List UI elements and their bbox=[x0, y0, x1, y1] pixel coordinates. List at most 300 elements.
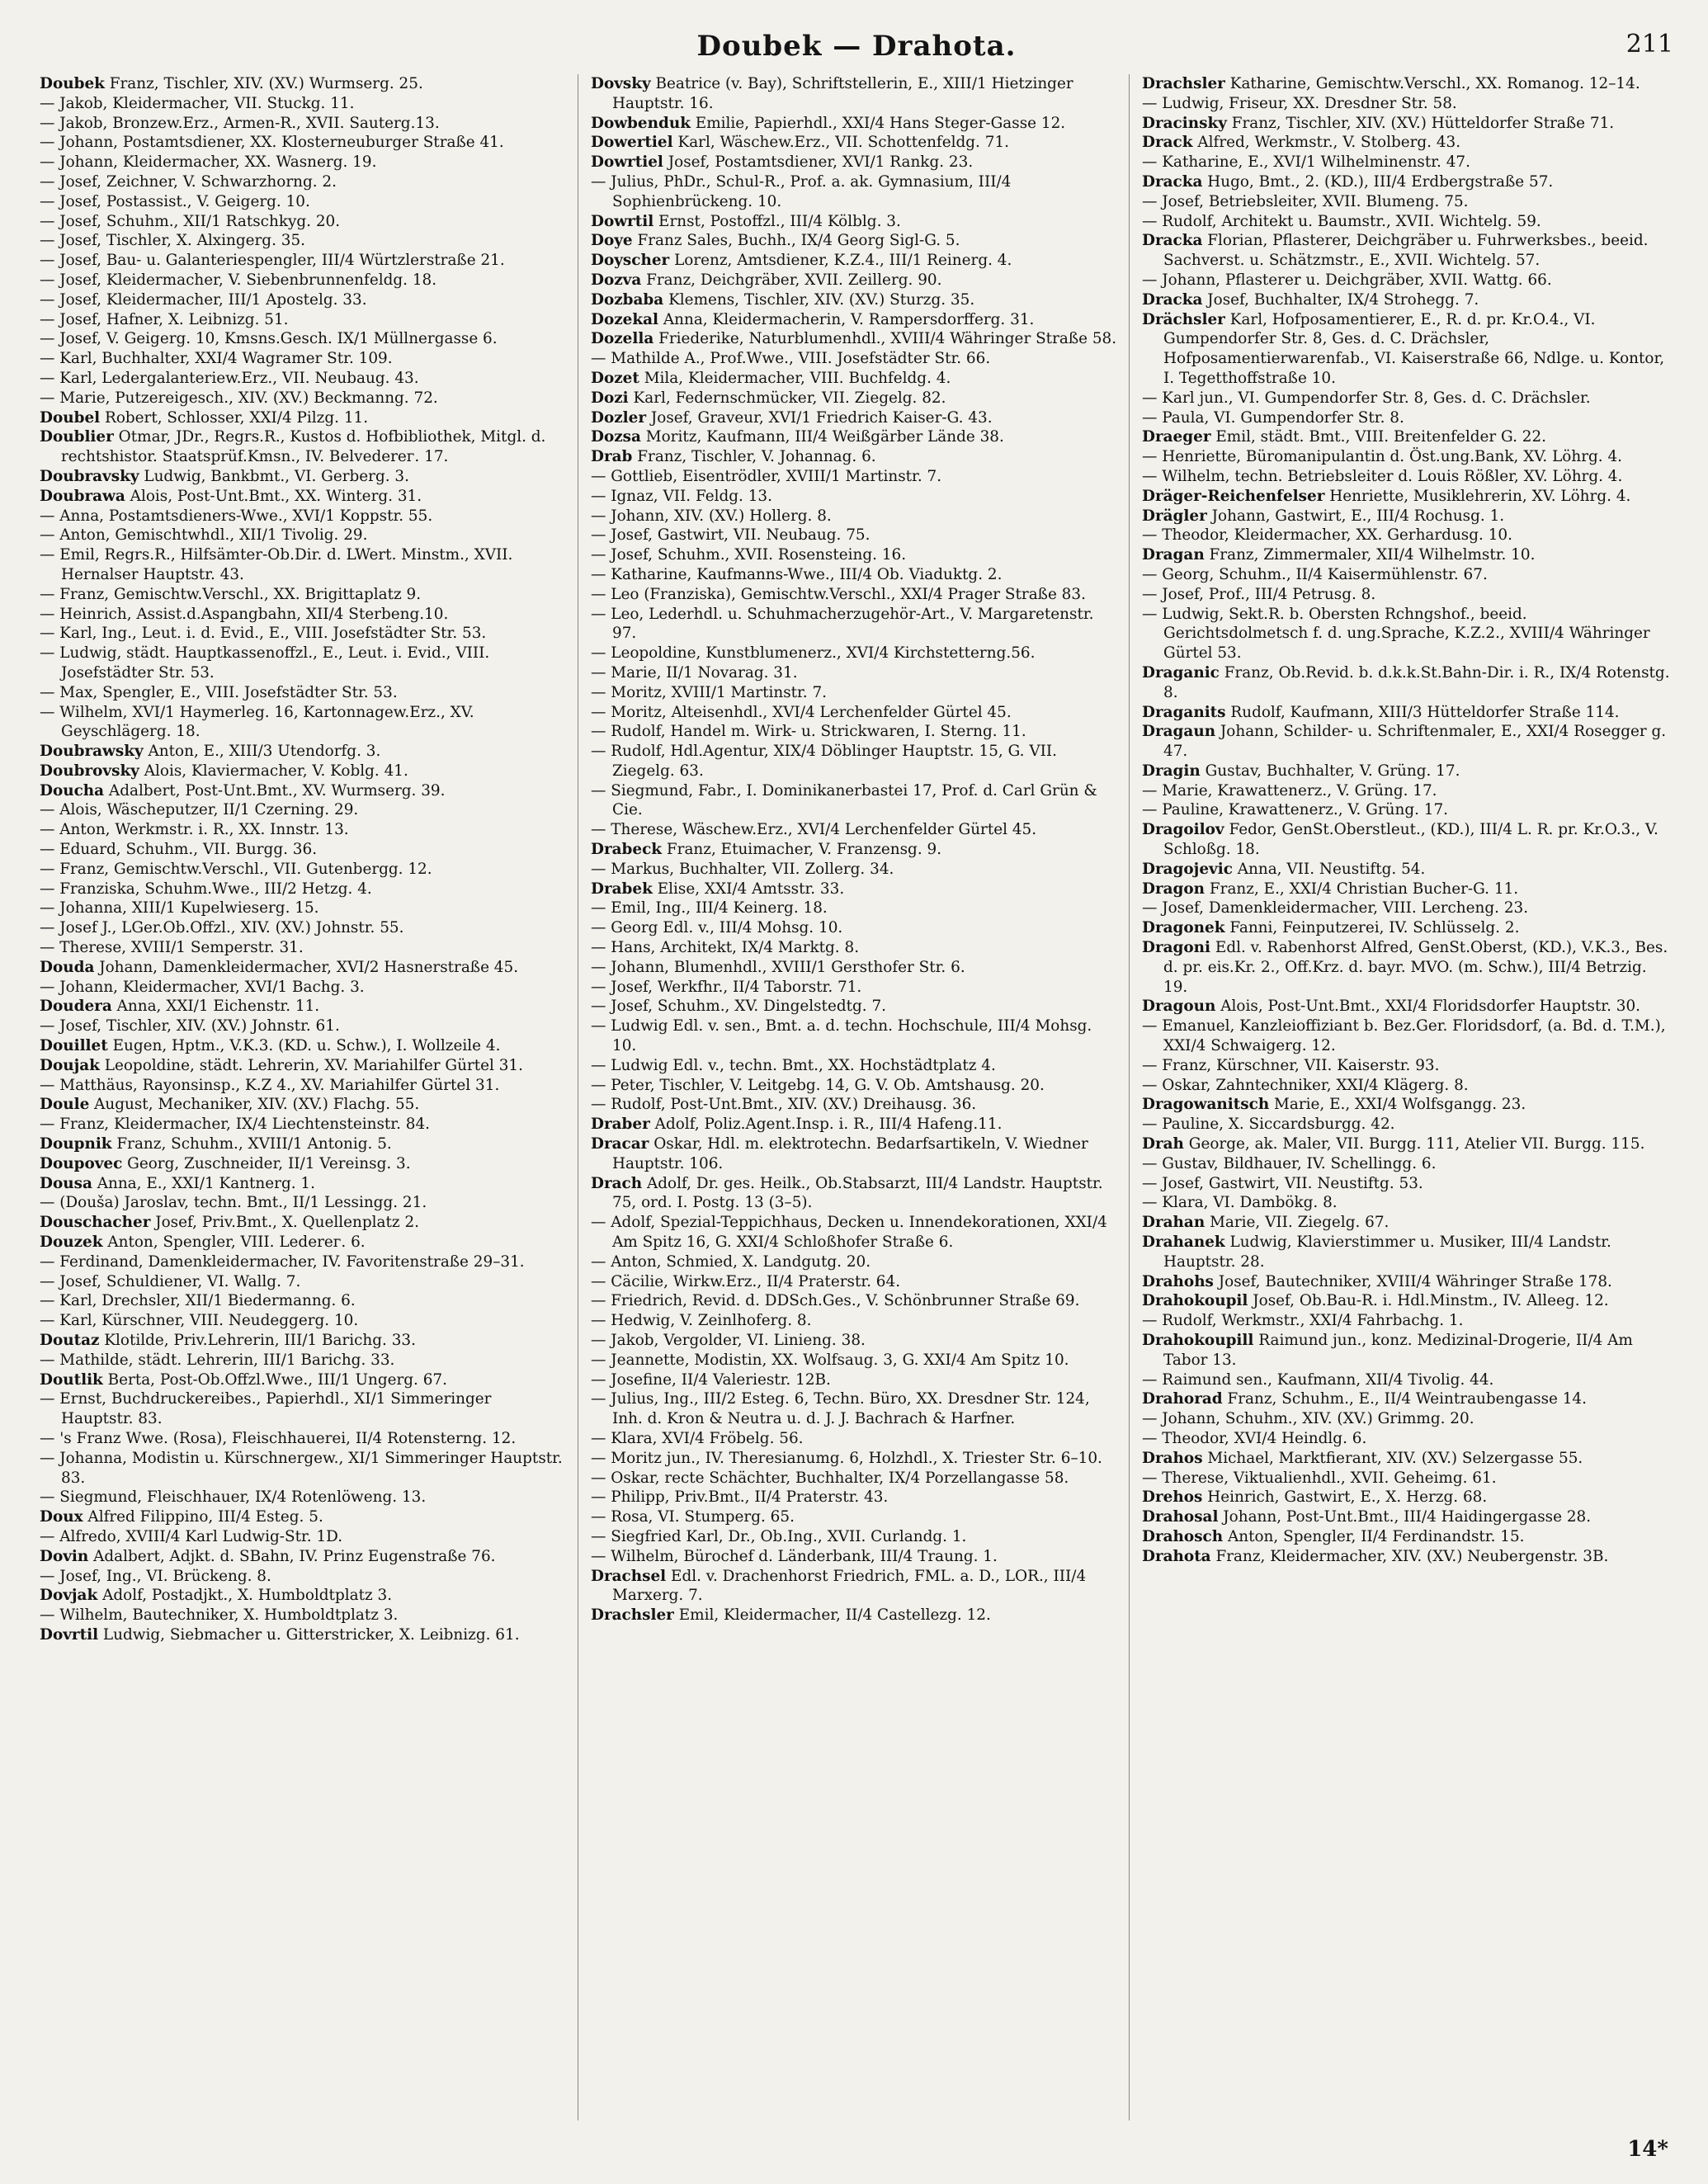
directory-entry bbox=[1142, 545, 1670, 565]
entry-details: — Philipp, Priv.Bmt., II/4 Praterstr. 43. bbox=[591, 1488, 889, 1507]
page-header bbox=[40, 30, 1673, 71]
directory-entry bbox=[40, 860, 568, 880]
directory-entry bbox=[591, 703, 1119, 723]
directory-entry bbox=[1142, 133, 1670, 153]
entry-details: — Anton, Gemischtwhdl., XII/1 Tivolig. 29. bbox=[40, 526, 368, 545]
directory-entry bbox=[40, 507, 568, 526]
directory-entry bbox=[40, 1193, 568, 1213]
directory-entry bbox=[40, 153, 568, 172]
entry-details: — Marie, II/1 Novarag. 31. bbox=[591, 663, 798, 682]
entry-details: — Karl, Ledergalanteriew.Erz., VII. Neubaug. 43. bbox=[40, 369, 419, 387]
directory-entry bbox=[591, 1174, 1119, 1214]
entry-surname: Dowbenduk bbox=[591, 114, 691, 132]
directory-entry bbox=[591, 172, 1119, 212]
entry-details: Gustav, Buchhalter, V. Grüng. 17. bbox=[1200, 762, 1460, 780]
entry-details: — Karl, Drechsler, XII/1 Biedermanng. 6. bbox=[40, 1292, 356, 1310]
entry-details: Franz, Deichgräber, XVII. Zeillerg. 90. bbox=[641, 271, 942, 289]
entry-details: — Josef, Damenkleidermacher, VIII. Lercheng. 23. bbox=[1142, 899, 1529, 917]
directory-entry bbox=[40, 369, 568, 389]
directory-entry bbox=[40, 781, 568, 801]
directory-entry bbox=[1142, 1095, 1670, 1115]
directory-entry bbox=[40, 192, 568, 212]
directory-entry bbox=[40, 389, 568, 408]
entry-details: — Franz, Gemischtw.Verschl., XX. Brigittaplatz 9. bbox=[40, 585, 422, 603]
entry-details: Berta, Post-Ob.Offzl.Wwe., III/1 Ungerg. 67. bbox=[102, 1370, 447, 1389]
entry-details: — Anton, Schmied, X. Landgutg. 20. bbox=[591, 1252, 871, 1271]
entry-details: — Rudolf, Werkmstr., XXI/4 Fahrbachg. 1. bbox=[1142, 1312, 1464, 1330]
directory-entry bbox=[1142, 860, 1670, 880]
entry-details: — Klara, XVI/4 Fröbelg. 56. bbox=[591, 1429, 804, 1447]
entry-details: Henriette, Musiklehrerin, XV. Löhrg. 4. bbox=[1324, 487, 1631, 505]
entry-details: Rudolf, Kaufmann, XIII/3 Hütteldorfer Straße 114. bbox=[1225, 703, 1620, 721]
entry-details: — Emil, Ing., III/4 Keinerg. 18. bbox=[591, 899, 828, 917]
directory-entry bbox=[591, 467, 1119, 487]
directory-entry bbox=[40, 1056, 568, 1076]
entry-details: Franz Sales, Buchh., IX/4 Georg Sigl-G. 5. bbox=[632, 232, 960, 250]
entry-details: — Johann, XIV. (XV.) Hollerg. 8. bbox=[591, 507, 832, 525]
directory-entry bbox=[1142, 172, 1670, 192]
entry-details: Adolf, Poliz.Agent.Insp. i. R., III/4 Hafeng.11. bbox=[649, 1116, 1003, 1134]
directory-entry bbox=[591, 1351, 1119, 1370]
directory-entry bbox=[591, 1527, 1119, 1547]
entry-details: — Max, Spengler, E., VIII. Josefstädter Str. 53. bbox=[40, 683, 398, 701]
entry-details: — Siegmund, Fleischhauer, IX/4 Rotenlöweng. 13. bbox=[40, 1488, 427, 1507]
directory-entry bbox=[591, 310, 1119, 330]
directory-entry bbox=[591, 1449, 1119, 1469]
entry-details: — Josef, Kleidermacher, III/1 Apostelg. 33. bbox=[40, 290, 367, 309]
entry-surname: Dowrtil bbox=[591, 212, 654, 230]
directory-entry bbox=[591, 958, 1119, 978]
entry-details: — 's Franz Wwe. (Rosa), Fleischhauerei, II/4 Rotensterng. 12. bbox=[40, 1429, 517, 1447]
entry-surname: Draber bbox=[591, 1116, 650, 1134]
directory-entry bbox=[1142, 192, 1670, 212]
directory-entry bbox=[591, 290, 1119, 310]
directory-entry bbox=[40, 290, 568, 310]
directory-entry bbox=[591, 1017, 1119, 1056]
directory-entry bbox=[40, 1134, 568, 1154]
entry-details: — Georg Edl. v., III/4 Mohsg. 10. bbox=[591, 919, 843, 937]
entry-details: — Anton, Werkmstr. i. R., XX. Innstr. 13. bbox=[40, 821, 349, 839]
entry-details: Otmar, JDr., Regrs.R., Kustos d. Hofbibliothek, Mitgl. d. rechtshistor. Staatsprüf.Kmsn., IV. Belvederег. 17. bbox=[61, 428, 546, 466]
entry-details: — Siegmund, Fabr., I. Dominikanerbastei 17, Prof. d. Carl Grün & Cie. bbox=[591, 781, 1097, 819]
directory-entry bbox=[591, 1272, 1119, 1292]
directory-entry bbox=[591, 271, 1119, 290]
directory-entry bbox=[1142, 1291, 1670, 1311]
entry-details: Franz, Zimmermaler, XII/4 Wilhelmstr. 10. bbox=[1204, 546, 1536, 564]
entry-details: — Raimund sen., Kaufmann, XII/4 Tivolig. 44. bbox=[1142, 1370, 1494, 1389]
entry-details: — Josef, Bau- u. Galanteriespengler, III/4 Würtzlerstraße 21. bbox=[40, 252, 505, 270]
entry-details: — Karl, Kürschner, VIII. Neudeggerg. 10. bbox=[40, 1312, 359, 1330]
entry-surname: Dracka bbox=[1142, 290, 1203, 309]
directory-entry bbox=[1142, 565, 1670, 585]
entry-surname: Doujak bbox=[40, 1056, 100, 1074]
directory-entry bbox=[40, 349, 568, 369]
directory-entry bbox=[40, 133, 568, 153]
directory-entry bbox=[40, 762, 568, 781]
directory-entry bbox=[40, 427, 568, 467]
directory-entry bbox=[1142, 722, 1670, 762]
entry-surname: Drahan bbox=[1142, 1214, 1206, 1232]
entry-details: Anna, XXI/1 Eichenstr. 11. bbox=[111, 998, 320, 1016]
directory-entry bbox=[40, 585, 568, 605]
directory-entry bbox=[40, 1567, 568, 1587]
directory-entry bbox=[591, 447, 1119, 467]
directory-entry bbox=[40, 94, 568, 114]
entry-details: Ernst, Postoffzl., III/4 Kölblg. 3. bbox=[653, 212, 901, 230]
directory-entry bbox=[591, 1389, 1119, 1429]
directory-entry bbox=[1142, 94, 1670, 114]
directory-entry bbox=[40, 74, 568, 94]
directory-entry bbox=[1142, 1272, 1670, 1292]
directory-entry bbox=[1142, 1134, 1670, 1154]
entry-surname: Drahohs bbox=[1142, 1272, 1214, 1290]
entry-details: — Josef, Hafner, X. Leibnizg. 51. bbox=[40, 310, 289, 328]
entry-details: Josef, Priv.Bmt., X. Quellenplatz 2. bbox=[150, 1214, 419, 1232]
directory-entry bbox=[1142, 487, 1670, 507]
directory-entry bbox=[1142, 880, 1670, 899]
entry-details: — (Douša) Jaroslav, techn. Bmt., II/1 Lessingg. 21. bbox=[40, 1194, 427, 1212]
directory-entry bbox=[591, 1056, 1119, 1076]
entry-details: — Ludwig Edl. v., techn. Bmt., XX. Hochstädtplatz 4. bbox=[591, 1056, 996, 1074]
entry-surname: Dozsa bbox=[591, 428, 641, 446]
columns bbox=[40, 74, 1673, 2120]
entry-surname: Drachsler bbox=[1142, 75, 1225, 92]
entry-details: — Emanuel, Kanzleioffiziant b. Bez.Ger. Floridsdorf, (a. Bd. d. T.M.), XXI/4 Schwaigerg. 12. bbox=[1142, 1017, 1666, 1055]
directory-entry bbox=[591, 545, 1119, 565]
entry-details: — Johann, Blumenhdl., XVIII/1 Gersthofer Str. 6. bbox=[591, 958, 965, 976]
entry-details: — Franz, Kürschner, VII. Kaiserstr. 93. bbox=[1142, 1056, 1440, 1074]
entry-details: Josef, Postamtsdiener, XVI/1 Rankg. 23. bbox=[663, 153, 974, 172]
directory-entry bbox=[1142, 1017, 1670, 1056]
directory-entry bbox=[40, 526, 568, 545]
entry-surname: Doule bbox=[40, 1096, 90, 1114]
directory-entry bbox=[40, 408, 568, 428]
entry-surname: Dousa bbox=[40, 1174, 92, 1192]
entry-details: — Katharine, E., XVI/1 Wilhelminenstr. 47. bbox=[1142, 153, 1470, 172]
entry-details: Katharine, Gemischtw.Verschl., XX. Romanog. 12–14. bbox=[1224, 75, 1640, 92]
directory-entry bbox=[40, 1272, 568, 1292]
entry-surname: Drahokoupill bbox=[1142, 1332, 1254, 1349]
directory-entry bbox=[1142, 918, 1670, 938]
entry-surname: Dozva bbox=[591, 271, 642, 289]
column-3 bbox=[1142, 74, 1670, 2120]
entry-surname: Doubrawsky bbox=[40, 743, 144, 761]
directory-entry bbox=[40, 624, 568, 644]
entry-details: — Josef, V. Geigerg. 10, Kmsns.Gesch. IX/1 Müllnergasse 6. bbox=[40, 330, 498, 348]
entry-details: — Klara, VI. Dambökg. 8. bbox=[1142, 1194, 1338, 1212]
entry-details: Adalbert, Adjkt. d. SBahn, IV. Prinz Eugenstraße 76. bbox=[88, 1547, 496, 1565]
entry-details: Moritz, Kaufmann, III/4 Weißgärber Lände 38. bbox=[640, 428, 1004, 446]
entry-details: Emilie, Papierhdl., XXI/4 Hans Steger-Gasse 12. bbox=[690, 114, 1066, 132]
entry-details: Anna, E., XXI/1 Kantnerg. 1. bbox=[92, 1174, 315, 1192]
entry-details: Michael, Marktfierant, XIV. (XV.) Selzergasse 55. bbox=[1202, 1449, 1583, 1467]
directory-entry bbox=[40, 1606, 568, 1625]
directory-entry bbox=[591, 74, 1119, 114]
directory-entry bbox=[1142, 762, 1670, 781]
entry-details: Klotilde, Priv.Lehrerin, III/1 Barichg. 33. bbox=[99, 1332, 416, 1349]
entry-details: — Josef, Ing., VI. Brückeng. 8. bbox=[40, 1567, 271, 1585]
entry-surname: Dragonek bbox=[1142, 919, 1225, 937]
directory-entry bbox=[1142, 1331, 1670, 1370]
directory-entry bbox=[40, 644, 568, 683]
directory-entry bbox=[591, 938, 1119, 958]
entry-surname: Draeger bbox=[1142, 428, 1211, 446]
entry-details: — Wilhelm, Bürochef d. Länderbank, III/4 Traung. 1. bbox=[591, 1547, 998, 1565]
directory-entry bbox=[1142, 74, 1670, 94]
entry-surname: Doudera bbox=[40, 998, 112, 1016]
directory-entry bbox=[40, 1586, 568, 1606]
directory-entry bbox=[40, 1429, 568, 1449]
entry-surname: Dragaun bbox=[1142, 723, 1216, 741]
directory-entry bbox=[40, 545, 568, 585]
entry-details: Anton, E., XIII/3 Utendorfg. 3. bbox=[143, 743, 381, 761]
entry-details: Karl, Federnschmücker, VII. Ziegelg. 82. bbox=[628, 389, 946, 407]
directory-entry bbox=[1142, 1233, 1670, 1272]
directory-entry bbox=[40, 251, 568, 271]
entry-details: — Franz, Kleidermacher, IX/4 Liechtensteinstr. 84. bbox=[40, 1116, 431, 1134]
entry-details: — Franz, Gemischtw.Verschl., VII. Gutenbergg. 12. bbox=[40, 860, 432, 878]
entry-details: Klemens, Tischler, XIV. (XV.) Sturzg. 35. bbox=[663, 290, 975, 309]
directory-entry bbox=[40, 880, 568, 899]
directory-entry bbox=[591, 1370, 1119, 1390]
directory-entry bbox=[1142, 507, 1670, 526]
entry-details: Ludwig, Siebmacher u. Gitterstricker, X. Leibnizg. 61. bbox=[98, 1625, 520, 1644]
entry-surname: Dragoun bbox=[1142, 998, 1216, 1016]
directory-entry bbox=[40, 1115, 568, 1134]
entry-surname: Drahosch bbox=[1142, 1527, 1224, 1545]
directory-entry bbox=[40, 1351, 568, 1370]
directory-entry bbox=[40, 1233, 568, 1252]
directory-entry bbox=[591, 427, 1119, 447]
entry-details: Marie, E., XXI/4 Wolfsgangg. 23. bbox=[1269, 1096, 1526, 1114]
entry-details: — Leo (Franziska), Gemischtw.Verschl., XXI/4 Prager Straße 83. bbox=[591, 585, 1086, 603]
directory-entry bbox=[1142, 153, 1670, 172]
directory-entry bbox=[40, 1449, 568, 1488]
entry-details: — Theodor, XVI/4 Heindlg. 6. bbox=[1142, 1429, 1367, 1447]
entry-details: — Katharine, Kaufmanns-Wwe., III/4 Ob. Viaduktg. 2. bbox=[591, 565, 1003, 583]
directory-entry bbox=[591, 1134, 1119, 1174]
directory-entry bbox=[1142, 271, 1670, 290]
directory-entry bbox=[1142, 1370, 1670, 1390]
entry-details: — Leo, Lederhdl. u. Schuhmacherzugehör-Art., V. Margaretenstr. 97. bbox=[591, 605, 1094, 643]
directory-entry bbox=[1142, 231, 1670, 271]
entry-details: Johann, Damenkleidermacher, XVI/2 Hasnerstraße 45. bbox=[94, 958, 519, 976]
directory-entry bbox=[1142, 467, 1670, 487]
entry-details: — Rudolf, Post-Unt.Bmt., XIV. (XV.) Dreihausg. 36. bbox=[591, 1096, 977, 1114]
entry-surname: Drabek bbox=[591, 880, 653, 898]
directory-entry bbox=[40, 487, 568, 507]
directory-entry bbox=[40, 1174, 568, 1194]
entry-surname: Doutlik bbox=[40, 1370, 103, 1389]
entry-surname: Dracka bbox=[1142, 232, 1203, 250]
entry-details: — Moritz jun., IV. Theresianumg. 6, Holzhdl., X. Triester Str. 6–10. bbox=[591, 1449, 1102, 1467]
entry-details: Mila, Kleidermacher, VIII. Buchfeldg. 4. bbox=[639, 369, 951, 387]
entry-details: — Josef, Tischler, X. Alxingerg. 35. bbox=[40, 232, 306, 250]
entry-details: Leopoldine, städt. Lehrerin, XV. Mariahilfer Gürtel 31. bbox=[99, 1056, 523, 1074]
directory-entry bbox=[1142, 526, 1670, 545]
entry-surname: Draganic bbox=[1142, 663, 1220, 682]
entry-surname: Doucha bbox=[40, 781, 105, 800]
entry-surname: Doye bbox=[591, 232, 633, 250]
directory-entry bbox=[1142, 800, 1670, 820]
entry-surname: Doubek bbox=[40, 75, 105, 92]
directory-entry bbox=[591, 978, 1119, 998]
directory-entry bbox=[591, 899, 1119, 918]
directory-entry bbox=[40, 329, 568, 349]
directory-entry bbox=[1142, 1527, 1670, 1547]
directory-entry bbox=[40, 212, 568, 232]
entry-details: — Mathilde, städt. Lehrerin, III/1 Barichg. 33. bbox=[40, 1351, 395, 1369]
directory-entry bbox=[1142, 1547, 1670, 1567]
directory-entry bbox=[1142, 663, 1670, 703]
directory-entry bbox=[40, 978, 568, 998]
directory-entry bbox=[1142, 310, 1670, 389]
entry-details: — Therese, XVIII/1 Semperstr. 31. bbox=[40, 939, 304, 957]
entry-surname: Dozella bbox=[591, 330, 654, 348]
entry-details: Franz, Tischler, V. Johannag. 6. bbox=[632, 448, 876, 466]
entry-details: Franz, Kleidermacher, XIV. (XV.) Neubergenstr. 3B. bbox=[1210, 1547, 1609, 1565]
entry-details: Josef, Bautechniker, XVIII/4 Währinger Straße 178. bbox=[1213, 1272, 1612, 1290]
entry-details: Heinrich, Gastwirt, E., X. Herzg. 68. bbox=[1202, 1488, 1488, 1507]
directory-entry bbox=[591, 507, 1119, 526]
entry-surname: Dovsky bbox=[591, 75, 651, 92]
directory-entry bbox=[591, 526, 1119, 545]
entry-surname: Drahos bbox=[1142, 1449, 1203, 1467]
entry-details: Robert, Schlosser, XXI/4 Pilzg. 11. bbox=[100, 408, 369, 427]
entry-details: Ludwig, Bankbmt., VI. Gerberg. 3. bbox=[139, 467, 409, 485]
directory-entry bbox=[591, 585, 1119, 605]
directory-entry bbox=[40, 1507, 568, 1527]
entry-details: — Moritz, XVIII/1 Martinstr. 7. bbox=[591, 683, 828, 701]
directory-entry bbox=[40, 114, 568, 134]
directory-entry bbox=[591, 722, 1119, 742]
directory-entry bbox=[40, 1370, 568, 1390]
entry-surname: Dräger-Reichenfelser bbox=[1142, 487, 1325, 505]
directory-entry bbox=[591, 1311, 1119, 1331]
entry-details: — Wilhelm, XVI/1 Haymerleg. 16, Kartonnagew.Erz., XV. Geyschlägerg. 18. bbox=[40, 703, 474, 741]
directory-entry bbox=[591, 1095, 1119, 1115]
entry-surname: Dozler bbox=[591, 408, 647, 427]
entry-details: — Hedwig, V. Zeinlhoferg. 8. bbox=[591, 1312, 812, 1330]
entry-details: — Pauline, Krawattenerz., V. Grüng. 17. bbox=[1142, 801, 1449, 819]
entry-details: Franz, Etuimacher, V. Franzensg. 9. bbox=[662, 841, 942, 859]
entry-details: — Heinrich, Assist.d.Aspangbahn, XII/4 Sterbeng.10. bbox=[40, 605, 449, 623]
directory-entry bbox=[1142, 1076, 1670, 1096]
entry-details: — Josef, Schuhm., XV. Dingelstedtg. 7. bbox=[591, 998, 886, 1016]
entry-details: — Therese, Wäschew.Erz., XVI/4 Lerchenfelder Gürtel 45. bbox=[591, 821, 1037, 839]
directory-entry bbox=[1142, 447, 1670, 467]
entry-details: Edl. v. Drachenhorst Friedrich, FML. a. D., LOR., III/4 Marxerg. 7. bbox=[612, 1567, 1087, 1605]
entry-surname: Drehos bbox=[1142, 1488, 1203, 1507]
entry-details: — Ernst, Buchdruckereibes., Papierhdl., XI/1 Simmeringer Hauptstr. 83. bbox=[40, 1390, 492, 1428]
entry-details: Anna, Kleidermacherin, V. Rampersdorfferg. 31. bbox=[658, 310, 1035, 328]
sheet-signature: 14* bbox=[1627, 2137, 1668, 2162]
entry-details: — Therese, Viktualienhdl., XVII. Geheimg. 61. bbox=[1142, 1469, 1497, 1487]
entry-details: Ludwig, Klavierstimmer u. Musiker, III/4 Landstr. Hauptstr. 28. bbox=[1163, 1234, 1611, 1271]
directory-entry bbox=[591, 1213, 1119, 1252]
entry-details: Alois, Post-Unt.Bmt., XXI/4 Floridsdorfer Hauptstr. 30. bbox=[1215, 998, 1641, 1016]
directory-entry bbox=[40, 840, 568, 860]
entry-details: — Josefine, II/4 Valeriestr. 12B. bbox=[591, 1370, 831, 1389]
directory-entry bbox=[1142, 408, 1670, 428]
entry-details: Alois, Post-Unt.Bmt., XX. Winterg. 31. bbox=[125, 487, 422, 505]
entry-details: Marie, VII. Ziegelg. 67. bbox=[1205, 1214, 1390, 1232]
entry-details: — Johann, Kleidermacher, XX. Wasnerg. 19. bbox=[40, 153, 377, 172]
entry-details: — Ludwig, Friseur, XX. Dresdner Str. 58. bbox=[1142, 94, 1457, 112]
entry-details: — Julius, PhDr., Schul-R., Prof. a. ak. Gymnasium, III/4 Sophienbrückeng. 10. bbox=[591, 172, 1012, 210]
directory-entry bbox=[40, 1488, 568, 1507]
entry-details: — Ludwig, städt. Hauptkassenoffzl., E., Leut. i. Evid., VIII. Josefstädter Str. 53. bbox=[40, 644, 490, 682]
directory-entry bbox=[591, 1507, 1119, 1527]
entry-details: — Josef J., LGer.Ob.Offzl., XIV. (XV.) Johnstr. 55. bbox=[40, 919, 404, 937]
directory-entry bbox=[40, 1154, 568, 1174]
directory-entry bbox=[40, 683, 568, 703]
directory-entry bbox=[40, 1331, 568, 1351]
entry-details: Fanni, Feinputzerei, IV. Schlüsselg. 2. bbox=[1224, 919, 1520, 937]
directory-entry bbox=[591, 1076, 1119, 1096]
entry-details: — Gustav, Bildhauer, IV. Schellingg. 6. bbox=[1142, 1154, 1437, 1172]
entry-details: — Markus, Buchhalter, VII. Zollerg. 34. bbox=[591, 860, 894, 878]
column-1 bbox=[40, 74, 568, 2120]
entry-details: — Alfredo, XVIII/4 Karl Ludwig-Str. 1D. bbox=[40, 1527, 343, 1545]
entry-surname: Drahosal bbox=[1142, 1508, 1219, 1526]
entry-surname: Douzek bbox=[40, 1234, 103, 1252]
entry-details: — Johanna, XIII/1 Kupelwieserg. 15. bbox=[40, 899, 319, 917]
entry-surname: Drabeck bbox=[591, 841, 663, 859]
directory-entry bbox=[591, 133, 1119, 153]
entry-details: Johann, Post-Unt.Bmt., III/4 Haidingergasse 28. bbox=[1218, 1508, 1592, 1526]
entry-details: — Anna, Postamtsdieners-Wwe., XVI/1 Koppstr. 55. bbox=[40, 507, 433, 525]
entry-details: — Paula, VI. Gumpendorfer Str. 8. bbox=[1142, 408, 1404, 427]
entry-details: — Karl, Ing., Leut. i. d. Evid., E., VIII. Josefstädter Str. 53. bbox=[40, 625, 487, 643]
entry-surname: Drachsler bbox=[591, 1606, 674, 1625]
entry-details: — Matthäus, Rayonsinsp., K.Z 4., XV. Mariahilfer Gürtel 31. bbox=[40, 1076, 500, 1094]
entry-surname: Doubrovsky bbox=[40, 762, 139, 780]
entry-details: Emil, städt. Bmt., VIII. Breitenfelder G. 22. bbox=[1210, 428, 1547, 446]
directory-entry bbox=[1142, 1154, 1670, 1174]
directory-entry bbox=[1142, 1389, 1670, 1409]
column-2 bbox=[591, 74, 1119, 2120]
directory-entry bbox=[40, 1389, 568, 1429]
entry-details: — Johann, Kleidermacher, XVI/1 Bachg. 3. bbox=[40, 978, 365, 996]
directory-entry bbox=[591, 349, 1119, 369]
entry-details: Johann, Schilder- u. Schriftenmaler, E., XXI/4 Rosegger g. 47. bbox=[1163, 723, 1667, 761]
entry-details: — Siegfried Karl, Dr., Ob.Ing., XVII. Curlandg. 1. bbox=[591, 1527, 967, 1545]
entry-surname: Douschacher bbox=[40, 1214, 151, 1232]
entry-surname: Dragoilov bbox=[1142, 821, 1224, 839]
entry-details: — Ludwig Edl. v. sen., Bmt. a. d. techn. Hochschule, III/4 Mohsg. 10. bbox=[591, 1017, 1092, 1055]
column-divider bbox=[1129, 74, 1130, 2120]
entry-details: — Josef, Gastwirt, VII. Neubaug. 75. bbox=[591, 526, 871, 545]
entry-details: — Rosa, VI. Stumperg. 65. bbox=[591, 1508, 795, 1526]
entry-details: — Marie, Putzereigesch., XIV. (XV.) Beckmanng. 72. bbox=[40, 389, 438, 407]
entry-surname: Drack bbox=[1142, 134, 1193, 152]
entry-surname: Dovin bbox=[40, 1547, 89, 1565]
directory-entry bbox=[591, 1567, 1119, 1606]
entry-details: — Karl jun., VI. Gumpendorfer Str. 8, Ges. d. C. Drächsler. bbox=[1142, 389, 1591, 407]
directory-entry bbox=[1142, 1115, 1670, 1134]
entry-surname: Dragoni bbox=[1142, 939, 1211, 957]
entry-details: Josef, Buchhalter, IX/4 Strohegg. 7. bbox=[1202, 290, 1479, 309]
entry-surname: Doupovec bbox=[40, 1154, 123, 1172]
entry-surname: Drachsel bbox=[591, 1567, 667, 1585]
directory-entry bbox=[591, 1606, 1119, 1625]
page-title: Doubek — Drahota. bbox=[696, 30, 1017, 63]
entry-details: — Johann, Postamtsdiener, XX. Klosterneuburger Straße 41. bbox=[40, 134, 504, 152]
entry-details: Fedor, GenSt.Oberstleut., (KD.), III/4 L. R. pr. Kr.O.3., V. Schloßg. 18. bbox=[1163, 821, 1658, 859]
entry-surname: Dragan bbox=[1142, 546, 1205, 564]
entry-details: — Mathilde A., Prof.Wwe., VIII. Josefstädter Str. 66. bbox=[591, 350, 991, 368]
